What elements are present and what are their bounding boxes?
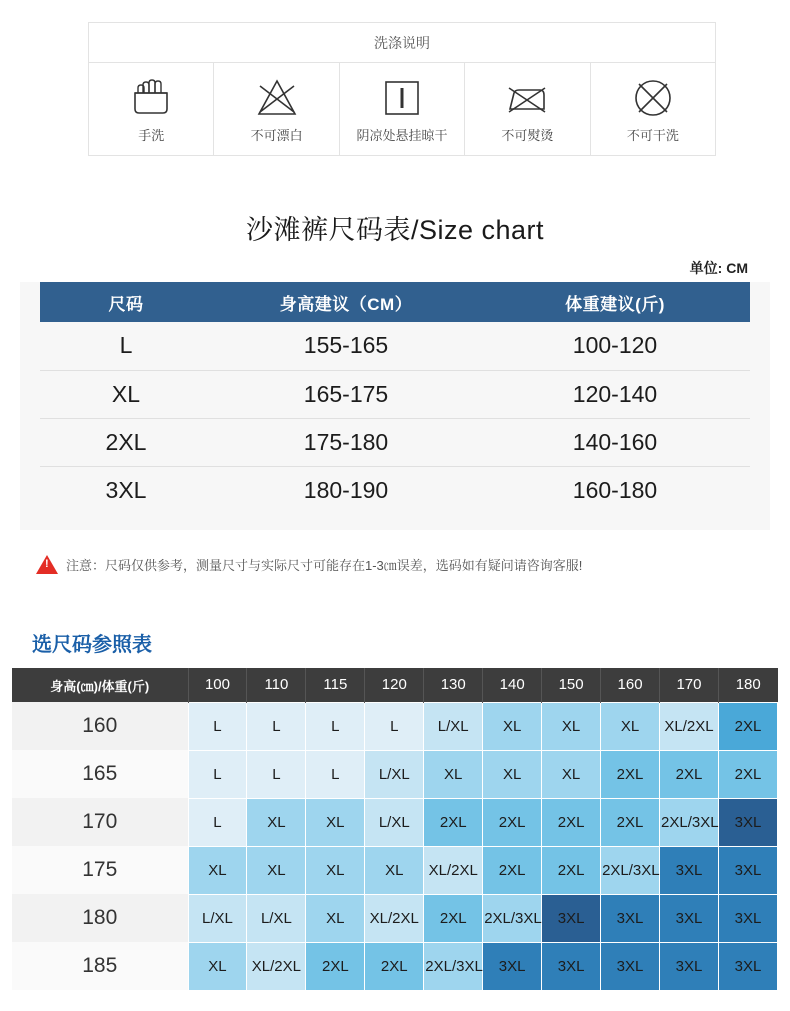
hand-wash-icon [129, 75, 173, 121]
no-iron-icon [504, 75, 550, 121]
table-row [40, 466, 750, 514]
wash-care-item-no-bleach [214, 63, 339, 155]
reference-cell: L [247, 750, 306, 798]
reference-cell: L [306, 750, 365, 798]
reference-cell: 2XL/3XL [424, 942, 483, 990]
reference-weight-header: 140 [483, 668, 542, 702]
reference-cell: 2XL [542, 846, 601, 894]
wash-care-item-no-dry-clean [591, 63, 715, 155]
reference-cell: 2XL [601, 750, 660, 798]
reference-cell: XL [601, 702, 660, 750]
cell-size: 2XL [40, 418, 212, 466]
reference-corner-header: 身高(㎝)/体重(斤) [12, 668, 188, 702]
reference-cell: 3XL [660, 846, 719, 894]
reference-weight-header: 120 [365, 668, 424, 702]
wash-care-label: 不可熨烫 [501, 127, 554, 143]
cell-weight: 100-120 [480, 322, 750, 370]
reference-cell: XL [365, 846, 424, 894]
reference-cell: XL [306, 894, 365, 942]
reference-cell: XL [188, 846, 247, 894]
reference-cell: 2XL/3XL [660, 798, 719, 846]
reference-cell: XL/2XL [424, 846, 483, 894]
reference-weight-header: 130 [424, 668, 483, 702]
table-row [12, 798, 778, 846]
reference-cell: 3XL [718, 846, 777, 894]
reference-cell: 2XL/3XL [483, 894, 542, 942]
reference-weight-header: 160 [601, 668, 660, 702]
reference-cell: 2XL [483, 798, 542, 846]
reference-cell: L/XL [365, 750, 424, 798]
reference-cell: L/XL [247, 894, 306, 942]
reference-cell: XL/2XL [247, 942, 306, 990]
reference-cell: L [188, 702, 247, 750]
cell-size: L [40, 322, 212, 370]
cell-weight: 140-160 [480, 418, 750, 466]
warning-icon [36, 555, 58, 574]
reference-weight-header: 100 [188, 668, 247, 702]
reference-cell: L [247, 702, 306, 750]
cell-height: 180-190 [212, 466, 480, 514]
reference-cell: 3XL [718, 942, 777, 990]
reference-cell: 3XL [660, 894, 719, 942]
reference-cell: L/XL [365, 798, 424, 846]
table-row [12, 702, 778, 750]
column-header-weight: 体重建议(斤) [480, 282, 750, 322]
wash-care-item-no-iron [465, 63, 590, 155]
table-row [40, 322, 750, 370]
reference-cell: XL [483, 702, 542, 750]
reference-height-label: 180 [12, 894, 188, 942]
reference-cell: L [188, 798, 247, 846]
reference-cell: XL/2XL [365, 894, 424, 942]
reference-height-label: 165 [12, 750, 188, 798]
reference-cell: 3XL [542, 942, 601, 990]
reference-cell: XL [247, 798, 306, 846]
cell-size: XL [40, 370, 212, 418]
reference-cell: XL [542, 702, 601, 750]
no-dry-clean-icon [632, 75, 674, 121]
reference-cell: 2XL/3XL [601, 846, 660, 894]
reference-cell: XL [542, 750, 601, 798]
reference-cell: XL [306, 846, 365, 894]
reference-cell: 2XL [483, 846, 542, 894]
reference-cell: L [365, 702, 424, 750]
reference-chart-panel [12, 668, 778, 991]
wash-care-label: 不可干洗 [626, 127, 679, 143]
reference-cell: L [306, 702, 365, 750]
table-header-row [40, 282, 750, 322]
reference-cell: L/XL [188, 894, 247, 942]
reference-weight-header: 150 [542, 668, 601, 702]
size-notice [20, 555, 770, 574]
reference-cell: 3XL [718, 894, 777, 942]
reference-cell: XL [247, 846, 306, 894]
table-row [40, 370, 750, 418]
reference-weight-header: 180 [718, 668, 777, 702]
table-row [12, 846, 778, 894]
reference-cell: 2XL [660, 750, 719, 798]
reference-cell: 2XL [718, 702, 777, 750]
wash-care-panel [88, 22, 716, 156]
no-bleach-icon [255, 75, 299, 121]
wash-care-item-hand-wash [89, 63, 214, 155]
size-notice-text: 注意：尺码仅供参考，测量尺寸与实际尺寸可能存在1-3㎝误差，选码如有疑问请咨询客服! [66, 558, 583, 573]
reference-cell: 3XL [601, 942, 660, 990]
reference-weight-header: 170 [660, 668, 719, 702]
reference-cell: 2XL [306, 942, 365, 990]
reference-cell: XL [306, 798, 365, 846]
reference-cell: 3XL [542, 894, 601, 942]
reference-cell: L/XL [424, 702, 483, 750]
cell-size: 3XL [40, 466, 212, 514]
cell-weight: 160-180 [480, 466, 750, 514]
reference-chart-table [12, 668, 778, 991]
wash-care-label: 手洗 [138, 127, 165, 143]
cell-height: 175-180 [212, 418, 480, 466]
cell-height: 155-165 [212, 322, 480, 370]
reference-weight-header: 115 [306, 668, 365, 702]
wash-care-label: 不可漂白 [250, 127, 303, 143]
table-row [12, 894, 778, 942]
reference-cell: XL [483, 750, 542, 798]
reference-cell: 3XL [718, 798, 777, 846]
size-chart-panel [20, 282, 770, 530]
reference-header-row [12, 668, 778, 702]
wash-care-icon-row [89, 63, 715, 155]
size-chart-unit: 单位: CM [689, 260, 748, 276]
wash-care-item-drip-dry [340, 63, 465, 155]
reference-cell: XL/2XL [660, 702, 719, 750]
reference-cell: XL [424, 750, 483, 798]
column-header-size: 尺码 [40, 282, 212, 322]
table-row [40, 418, 750, 466]
reference-cell: L [188, 750, 247, 798]
reference-cell: 2XL [365, 942, 424, 990]
table-row [12, 750, 778, 798]
size-chart-table [40, 282, 750, 514]
reference-height-label: 185 [12, 942, 188, 990]
reference-cell: 2XL [424, 798, 483, 846]
reference-chart-title: 选尺码参照表 [32, 634, 152, 656]
reference-cell: 3XL [601, 894, 660, 942]
wash-care-label: 阴凉处悬挂晾干 [356, 127, 448, 143]
size-chart-title: 沙滩裤尺码表/Size chart [245, 215, 545, 245]
cell-weight: 120-140 [480, 370, 750, 418]
reference-height-label: 160 [12, 702, 188, 750]
reference-height-label: 175 [12, 846, 188, 894]
reference-weight-header: 110 [247, 668, 306, 702]
column-header-height: 身高建议（CM） [212, 282, 480, 322]
reference-cell: 2XL [601, 798, 660, 846]
reference-cell: 2XL [718, 750, 777, 798]
drip-dry-shade-icon [382, 75, 422, 121]
reference-height-label: 170 [12, 798, 188, 846]
reference-cell: XL [188, 942, 247, 990]
table-row [12, 942, 778, 990]
reference-cell: 3XL [483, 942, 542, 990]
reference-cell: 3XL [660, 942, 719, 990]
cell-height: 165-175 [212, 370, 480, 418]
reference-cell: 2XL [424, 894, 483, 942]
reference-cell: 2XL [542, 798, 601, 846]
wash-care-title: 洗涤说明 [89, 23, 715, 63]
